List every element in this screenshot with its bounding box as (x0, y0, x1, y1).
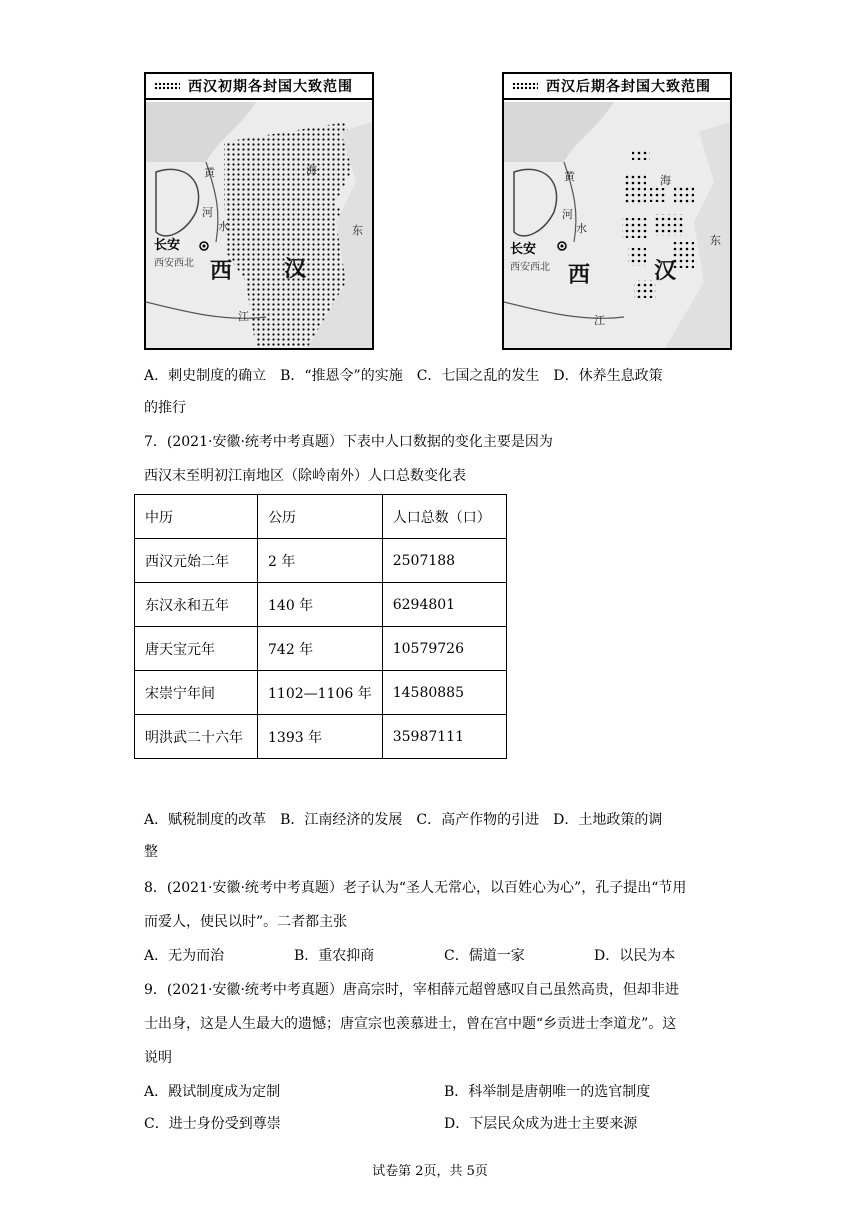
map-title-bar (504, 74, 730, 100)
table-cell: 35987111 (382, 715, 506, 759)
table-cell: 明洪武二十六年 (135, 715, 258, 759)
table-cell: 2 年 (258, 539, 383, 583)
river-label-he: 河 (202, 206, 213, 219)
region-label-han: 汉 (284, 256, 307, 282)
table-cell: 6294801 (382, 583, 506, 627)
sea-label-hai: 海 (660, 174, 671, 187)
region-label-xi: 西 (210, 258, 233, 284)
table-header-cell: 公历 (258, 495, 383, 539)
map-body (146, 102, 372, 348)
table-cell: 西汉元始二年 (135, 539, 258, 583)
q8-stem-line2: 而爱人，使民以时”。二者都主张 (144, 914, 348, 930)
city-label-changan-sub: 西安西北 (510, 262, 550, 273)
q8-stem-line1: 8．(2021·安徽·统考中考真题）老子认为“圣人无常心，以百姓心为心”，孔子提出“节用 (144, 880, 687, 896)
map-early-western-han (144, 72, 374, 350)
map-body (504, 102, 730, 348)
q7-options-cont: 整 (144, 844, 158, 860)
map-late-western-han (502, 72, 732, 350)
city-label-changan-sub: 西安西北 (154, 258, 194, 269)
map-title: 西汉初期各封国大致范围 (188, 79, 353, 95)
table-row (135, 539, 507, 583)
map-title: 西汉后期各封国大致范围 (546, 79, 711, 95)
q9-option-c: C．进士身份受到尊崇 (144, 1116, 281, 1132)
river-label-huang: 黄 (564, 170, 575, 183)
region-label-xi: 西 (568, 262, 591, 288)
q9-stem-line3: 说明 (144, 1050, 172, 1066)
table-cell: 东汉永和五年 (135, 583, 258, 627)
table-row (135, 583, 507, 627)
table-cell: 1393 年 (258, 715, 383, 759)
q9-stem-line1: 9．(2021·安徽·统考中考真题）唐高宗时，宰相薛元超曾感叹自己虽然高贵，但却非进 (144, 982, 679, 998)
q8-option-d: D．以民为本 (594, 948, 676, 964)
q7-options: A．赋税制度的改革 B．江南经济的发展 C．高产作物的引进 D．土地政策的调 (144, 812, 663, 828)
q9-option-b: B．科举制是唐朝唯一的选官制度 (444, 1084, 651, 1100)
table-row (135, 715, 507, 759)
sea-label-dong: 东 (710, 234, 721, 247)
table-cell: 1102—1106 年 (258, 671, 383, 715)
table-cell: 742 年 (258, 627, 383, 671)
river-label-shui: 水 (218, 220, 229, 233)
river-label-shui: 水 (576, 222, 587, 235)
q8-option-b: B．重农抑商 (294, 948, 375, 964)
region-label-han: 汉 (654, 258, 677, 284)
legend-dots-icon (154, 82, 180, 90)
city-label-changan: 长安 (154, 238, 181, 253)
q7-stem: 7．(2021·安徽·统考中考真题）下表中人口数据的变化主要是因为 (144, 434, 553, 450)
table-header-cell: 中历 (135, 495, 258, 539)
page-footer: 试卷第 2页，共 5页 (372, 1164, 488, 1179)
q9-option-a: A．殿试制度成为定制 (144, 1084, 281, 1100)
q9-stem-line2: 士出身，这是人生最大的遗憾；唐宣宗也羡慕进士，曾在宫中题“乡贡进士李道龙”。这 (144, 1016, 677, 1032)
q6-options-cont: 的推行 (144, 400, 186, 416)
q8-option-a: A．无为而治 (144, 948, 225, 964)
population-table (134, 494, 507, 759)
river-label-he: 河 (562, 208, 573, 221)
table-header-cell: 人口总数（口） (382, 495, 506, 539)
river-label-jiang: 江 (238, 310, 249, 323)
table-cell: 2507188 (382, 539, 506, 583)
q6-options: A．刺史制度的确立 B．“推恩令”的实施 C．七国之乱的发生 D．休养生息政策 (144, 368, 663, 384)
city-label-changan: 长安 (510, 242, 537, 257)
map-title-bar (146, 74, 372, 100)
table-header-row (135, 495, 507, 539)
table-cell: 唐天宝元年 (135, 627, 258, 671)
map-illustration (146, 102, 372, 350)
table-row (135, 627, 507, 671)
table-row (135, 671, 507, 715)
sea-label-dong: 东 (352, 224, 363, 237)
q8-option-c: C．儒道一家 (444, 948, 525, 964)
q9-option-d: D．下层民众成为进士主要来源 (444, 1116, 638, 1132)
map-illustration (504, 102, 730, 350)
table-cell: 宋崇宁年间 (135, 671, 258, 715)
river-label-huang: 黄 (204, 166, 215, 179)
q7-table-title: 西汉末至明初江南地区（除岭南外）人口总数变化表 (144, 468, 466, 484)
table-cell: 10579726 (382, 627, 506, 671)
river-label-jiang: 江 (594, 314, 605, 327)
table-cell: 140 年 (258, 583, 383, 627)
sea-label-hai: 海 (306, 164, 317, 177)
legend-dots-icon (512, 82, 538, 90)
table-cell: 14580885 (382, 671, 506, 715)
